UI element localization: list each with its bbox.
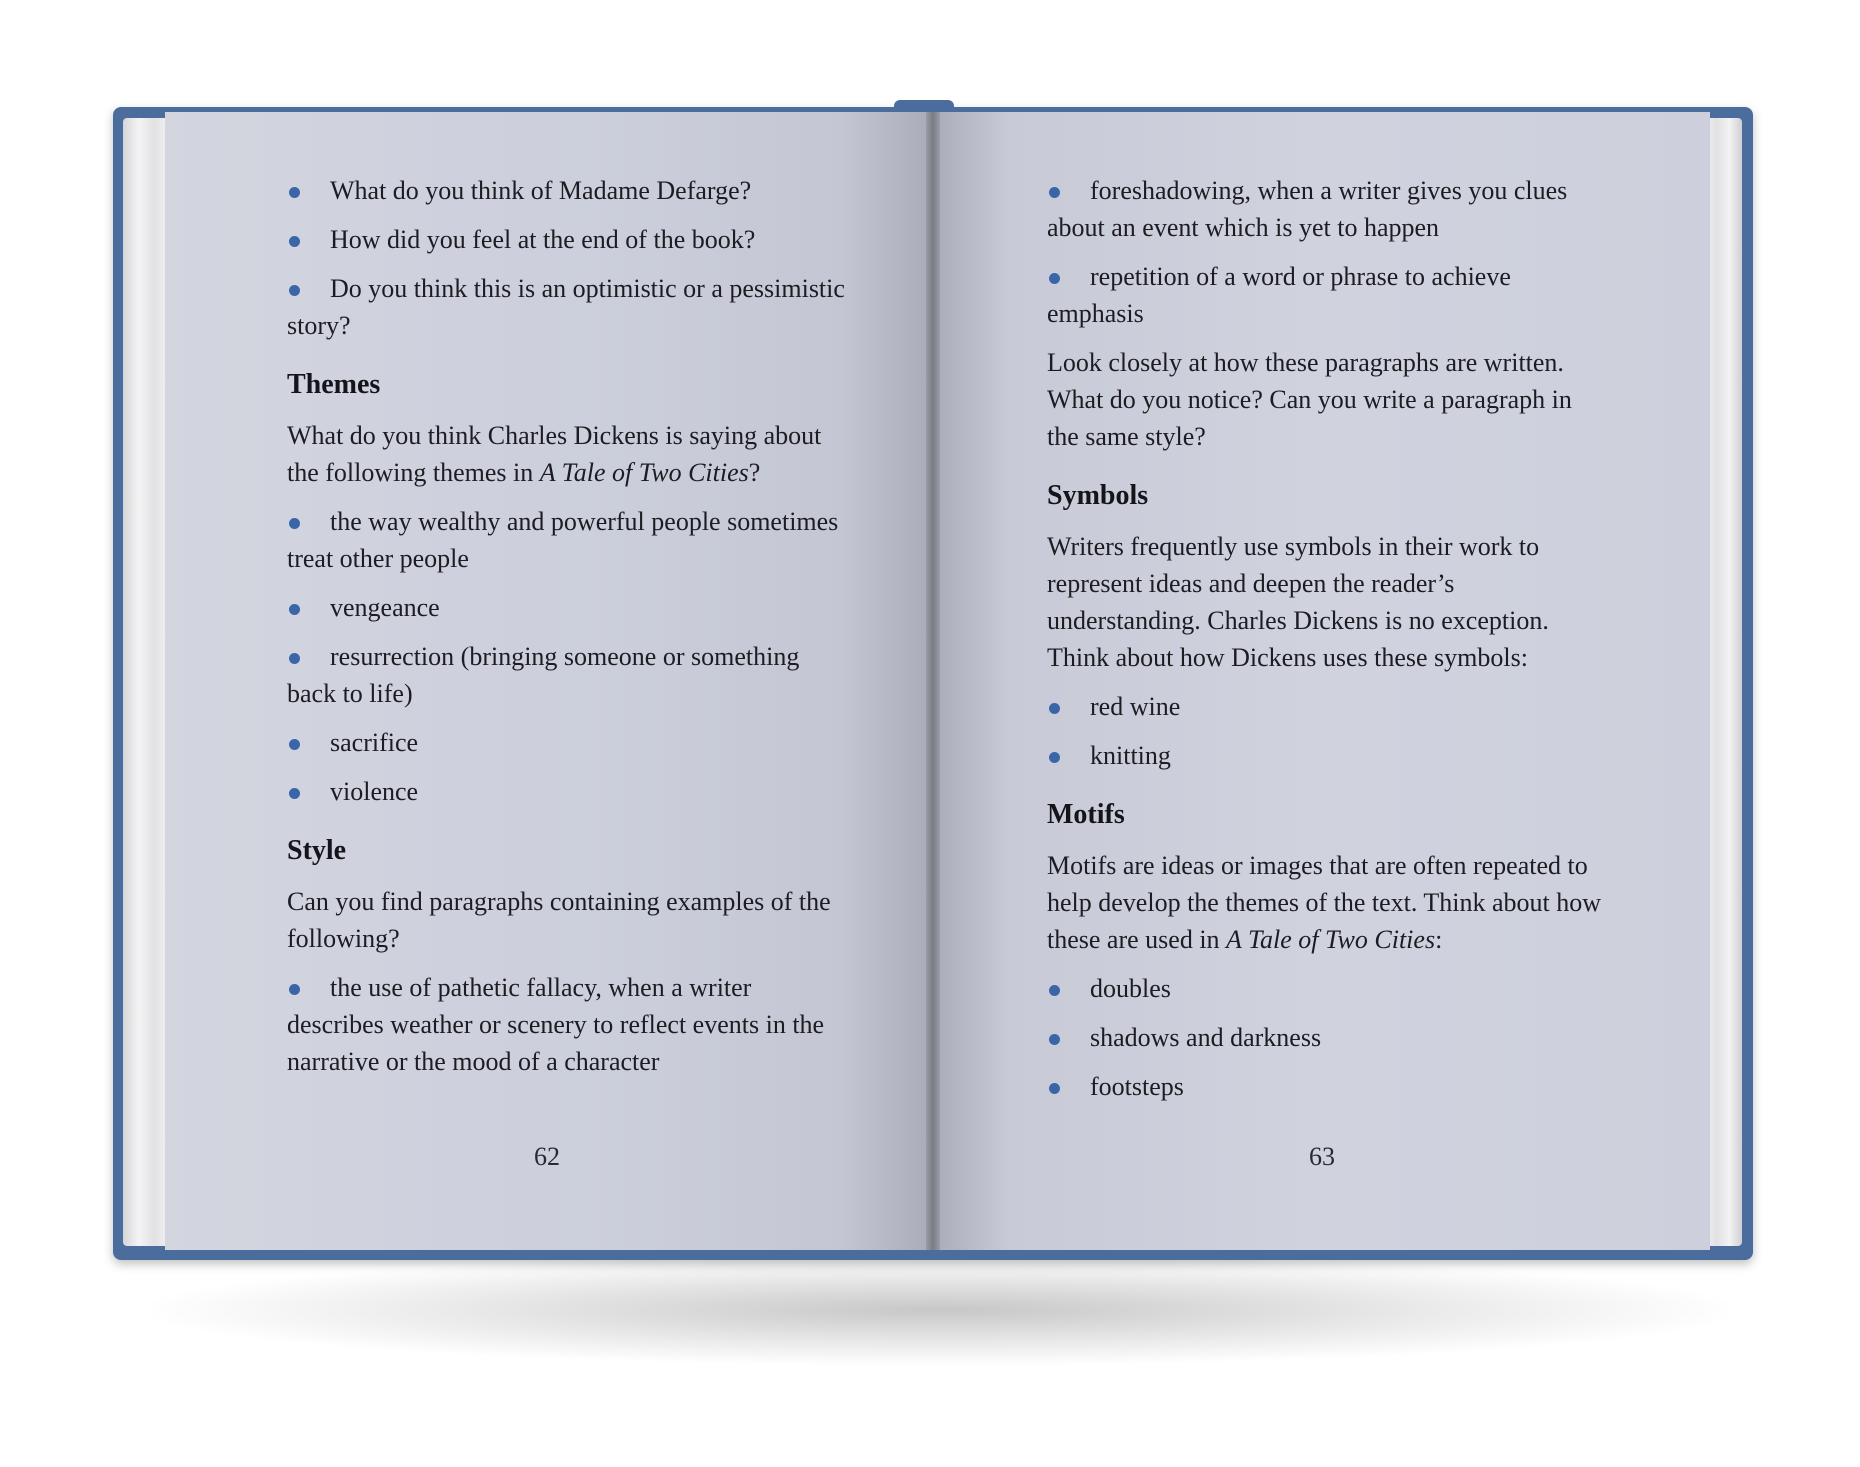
bullet-icon	[1049, 752, 1060, 763]
bullet-icon	[289, 739, 300, 750]
list-item: resurrection (bringing someone or something back to life)	[287, 642, 800, 708]
list-item: shadows and darkness	[1047, 1019, 1607, 1056]
book-title: A Tale of Two Cities	[1226, 925, 1436, 954]
motifs-heading: Motifs	[1047, 799, 1125, 830]
list-item: the way wealthy and powerful people sometimes treat other people	[287, 507, 839, 573]
list-item: knitting	[1047, 737, 1607, 774]
themes-intro: What do you think Charles Dickens is saying about the following themes in A Tale of Two Cities?	[287, 421, 822, 487]
bullet-icon	[289, 653, 300, 664]
style-intro: Can you find paragraphs containing examples of the following?	[287, 887, 831, 953]
style-heading: Style	[287, 835, 347, 866]
style-closing: Look closely at how these paragraphs are written. What do you notice? Can you write a paragraph in the same style?	[1047, 348, 1572, 451]
list-item: sacrifice	[287, 724, 847, 761]
symbols-intro: Writers frequently use symbols in their work to represent ideas and deepen the reader’s understanding. Charles Dickens is no exception. Think about how Dickens uses these symbols:	[1047, 532, 1549, 672]
list-item: the use of pathetic fallacy, when a writer describes weather or scenery to reflect events in the narrative or the mood of a character	[287, 973, 825, 1076]
bullet-icon	[289, 984, 300, 995]
right-page-text	[1047, 172, 1607, 1117]
page-number: 62	[534, 1142, 560, 1171]
bullet-icon	[1049, 1034, 1060, 1045]
list-item: Do you think this is an optimistic or a pessimistic story?	[287, 274, 845, 340]
bullet-icon	[289, 518, 300, 529]
list-item: foreshadowing, when a writer gives you clues about an event which is yet to happen	[1047, 176, 1568, 242]
book-gutter	[926, 112, 940, 1250]
left-page[interactable]	[165, 112, 932, 1250]
bullet-icon	[289, 788, 300, 799]
bullet-icon	[1049, 1083, 1060, 1094]
left-page-text	[287, 172, 847, 1092]
list-item: red wine	[1047, 688, 1607, 725]
list-item: doubles	[1047, 970, 1607, 1007]
bullet-icon	[289, 604, 300, 615]
list-item: repetition of a word or phrase to achieve emphasis	[1047, 262, 1511, 328]
bullet-icon	[1049, 703, 1060, 714]
list-item: violence	[287, 773, 847, 810]
page-number: 63	[1309, 1142, 1335, 1171]
bullet-icon	[289, 285, 300, 296]
themes-heading: Themes	[287, 369, 381, 400]
bullet-icon	[1049, 985, 1060, 996]
book-title: A Tale of Two Cities	[539, 458, 749, 487]
motifs-intro: Motifs are ideas or images that are often repeated to help develop the themes of the text. Think about how these are used in A Tale of Two Cities:	[1047, 851, 1602, 954]
bullet-icon	[1049, 273, 1060, 284]
symbols-heading: Symbols	[1047, 480, 1149, 511]
list-item: vengeance	[287, 589, 847, 626]
list-item: How did you feel at the end of the book?	[287, 221, 847, 258]
bullet-icon	[289, 236, 300, 247]
list-item: footsteps	[1047, 1068, 1607, 1105]
bullet-icon	[1049, 187, 1060, 198]
book-shadow	[150, 1255, 1730, 1365]
right-page[interactable]	[932, 112, 1710, 1250]
list-item: What do you think of Madame Defarge?	[287, 172, 847, 209]
bullet-icon	[289, 187, 300, 198]
